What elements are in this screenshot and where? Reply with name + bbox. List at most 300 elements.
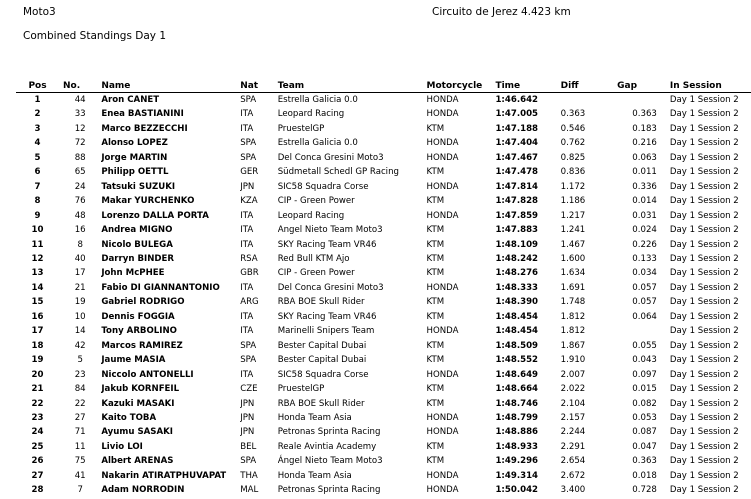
cell-pos: 8: [34, 196, 41, 207]
cell-spacer: [657, 252, 670, 266]
cell-spacer: [657, 368, 670, 382]
cell-session: Day 1 Session 2: [669, 239, 739, 250]
cell-number: 40: [74, 253, 86, 264]
cell-pos: 22: [31, 398, 44, 409]
cell-motorcycle: KTM: [426, 225, 445, 236]
cell-session: Day 1 Session 2: [669, 311, 739, 322]
cell-diff: 0.363: [560, 109, 586, 120]
cell-pos: 1: [34, 95, 41, 105]
cell-spacer: [657, 425, 670, 439]
cell-session: Day 1 Session 2: [669, 181, 739, 192]
cell-pos: 14: [31, 282, 44, 293]
cell-lap-time: 1:46.642: [495, 95, 539, 105]
cell-rider-name: Gabriel RODRIGO: [101, 297, 185, 308]
table-row: [16, 281, 751, 295]
cell-motorcycle: KTM: [426, 441, 445, 452]
cell-number: 76: [74, 196, 86, 207]
cell-rider-name: Enea BASTIANINI: [101, 109, 184, 120]
cell-diff: 1.217: [560, 210, 586, 221]
cell-rider-name: Adam NORRODIN: [101, 485, 185, 496]
cell-motorcycle: HONDA: [426, 152, 459, 163]
cell-nationality: CZE: [240, 384, 258, 395]
cell-team: PruestelGP: [277, 123, 325, 134]
cell-spacer: [657, 122, 670, 136]
cell-lap-time: 1:49.296: [495, 456, 539, 467]
cell-number: 12: [74, 123, 86, 134]
col-header-motorcycle: Motorcycle: [427, 79, 496, 93]
cell-nationality: SPA: [240, 340, 257, 351]
cell-team: RBA BOE Skull Rider: [277, 398, 365, 409]
cell-team: Red Bull KTM Ajo: [277, 253, 350, 264]
cell-number: 71: [74, 427, 86, 438]
cell-lap-time: 1:48.649: [495, 369, 539, 380]
cell-gap: 0.014: [632, 196, 657, 207]
cell-motorcycle: KTM: [426, 398, 445, 409]
cell-gap: 0.363: [632, 109, 657, 120]
cell-session: Day 1 Session 2: [669, 369, 739, 380]
cell-team: Del Conca Gresini Moto3: [277, 152, 384, 163]
table-row: [16, 194, 751, 208]
cell-nationality: KZA: [240, 196, 258, 207]
cell-pos: 2: [34, 109, 41, 120]
cell-nationality: SPA: [240, 95, 257, 105]
cell-team: CIP - Green Power: [277, 196, 355, 207]
cell-motorcycle: KTM: [426, 268, 445, 279]
cell-spacer: [657, 382, 670, 396]
cell-lap-time: 1:48.886: [495, 427, 539, 438]
cell-rider-name: Kaito TOBA: [101, 412, 157, 423]
cell-lap-time: 1:47.404: [495, 138, 539, 149]
cell-diff: 0.546: [560, 123, 586, 134]
cell-session: Day 1 Session 2: [669, 268, 739, 279]
cell-gap: 0.024: [632, 225, 657, 236]
cell-pos: 9: [34, 210, 41, 221]
cell-spacer: [657, 107, 670, 121]
cell-spacer: [657, 151, 670, 165]
cell-spacer: [657, 238, 670, 252]
cell-nationality: ITA: [240, 210, 254, 221]
cell-motorcycle: HONDA: [426, 427, 459, 438]
cell-motorcycle: KTM: [426, 123, 445, 134]
table-row: [16, 93, 751, 108]
cell-team: SIC58 Squadra Corse: [277, 369, 369, 380]
cell-session: Day 1 Session 2: [669, 196, 739, 207]
cell-spacer: [657, 440, 670, 454]
cell-motorcycle: HONDA: [426, 181, 459, 192]
cell-diff: 2.022: [560, 384, 586, 395]
cell-gap: 0.063: [632, 152, 657, 163]
col-header-time: Time: [495, 79, 560, 93]
cell-nationality: ITA: [240, 326, 254, 337]
cell-number: 22: [74, 398, 86, 409]
cell-diff: 2.104: [560, 398, 586, 409]
cell-pos: 25: [31, 441, 44, 452]
cell-diff: 1.241: [560, 225, 586, 236]
cell-gap: [617, 93, 657, 108]
cell-motorcycle: HONDA: [426, 109, 459, 120]
cell-nationality: GBR: [240, 268, 259, 279]
table-row: [16, 107, 751, 121]
cell-number: 48: [74, 210, 86, 221]
cell-gap: 0.043: [632, 355, 657, 366]
cell-rider-name: Ayumu SASAKI: [101, 427, 173, 438]
table-row: [16, 180, 751, 194]
cell-spacer: [657, 266, 670, 280]
cell-pos: 3: [34, 123, 41, 134]
cell-motorcycle: HONDA: [426, 138, 459, 149]
cell-session: Day 1 Session 2: [669, 123, 739, 134]
cell-pos: 13: [31, 268, 44, 279]
cell-team: SKY Racing Team VR46: [277, 239, 377, 250]
cell-spacer: [657, 223, 670, 237]
cell-number: 16: [74, 225, 86, 236]
cell-nationality: ITA: [240, 282, 254, 293]
cell-nationality: JPN: [240, 398, 255, 409]
table-row: [16, 353, 751, 367]
cell-gap: 0.363: [632, 456, 657, 467]
cell-spacer: [657, 353, 670, 367]
cell-spacer: [657, 483, 670, 497]
cell-gap: 0.018: [632, 470, 657, 481]
cell-lap-time: 1:47.005: [495, 109, 539, 120]
standings-subtitle: Combined Standings Day 1: [23, 30, 167, 42]
table-row: [16, 252, 751, 266]
cell-session: Day 1 Session 2: [669, 470, 739, 481]
table-row: [16, 136, 751, 150]
cell-rider-name: Nicolo BULEGA: [101, 239, 173, 250]
table-row: [16, 238, 751, 252]
cell-session: Day 1 Session 2: [669, 412, 739, 423]
cell-lap-time: 1:47.467: [495, 152, 539, 163]
cell-motorcycle: HONDA: [426, 412, 459, 423]
cell-team: Leopard Racing: [277, 109, 345, 120]
cell-nationality: ITA: [240, 225, 254, 236]
cell-rider-name: Marco BEZZECCHI: [101, 123, 188, 134]
cell-session: Day 1 Session 2: [669, 340, 739, 351]
cell-lap-time: 1:48.454: [495, 311, 539, 322]
cell-rider-name: Albert ARENAS: [101, 456, 174, 467]
cell-team: Südmetall Schedl GP Racing: [277, 167, 399, 178]
cell-motorcycle: KTM: [426, 239, 445, 250]
cell-gap: 0.087: [632, 427, 657, 438]
cell-number: 24: [74, 181, 86, 192]
table-row: [16, 339, 751, 353]
cell-motorcycle: KTM: [426, 340, 445, 351]
cell-gap: 0.082: [632, 398, 657, 409]
cell-pos: 27: [31, 470, 44, 481]
table-row: [16, 310, 751, 324]
cell-number: 44: [74, 95, 86, 105]
cell-session: Day 1 Session 2: [669, 138, 739, 149]
cell-rider-name: Fabio DI GIANNANTONIO: [101, 282, 220, 293]
cell-team: Estrella Galicia 0.0: [277, 95, 358, 105]
cell-team: Petronas Sprinta Racing: [277, 427, 381, 438]
cell-diff: 1.600: [560, 253, 586, 264]
cell-pos: 7: [34, 181, 41, 192]
cell-pos: 5: [34, 152, 41, 163]
cell-diff: 1.634: [560, 268, 586, 279]
cell-gap: 0.183: [632, 123, 657, 134]
cell-gap: 0.226: [632, 239, 657, 250]
cell-rider-name: Aron CANET: [101, 95, 160, 105]
cell-team: Bester Capital Dubai: [277, 355, 367, 366]
cell-nationality: SPA: [240, 355, 257, 366]
cell-session: Day 1 Session 2: [669, 282, 739, 293]
cell-lap-time: 1:48.799: [495, 412, 539, 423]
cell-number: 14: [74, 326, 86, 337]
cell-gap: 0.031: [632, 210, 657, 221]
table-header-row: [16, 79, 751, 93]
cell-nationality: THA: [240, 470, 258, 481]
cell-number: 7: [77, 485, 83, 496]
cell-nationality: ITA: [240, 311, 254, 322]
cell-rider-name: Jakub KORNFEIL: [101, 384, 180, 395]
table-row: [16, 382, 751, 396]
cell-diff: 2.654: [560, 456, 586, 467]
cell-gap: 0.728: [632, 485, 657, 496]
cell-pos: 12: [31, 253, 44, 264]
cell-session: Day 1 Session 2: [669, 355, 739, 366]
cell-session: Day 1 Session 2: [669, 485, 739, 496]
cell-session: Day 1 Session 2: [669, 441, 739, 452]
cell-diff: 0.825: [560, 152, 586, 163]
cell-nationality: ARG: [240, 297, 259, 308]
cell-team: Marinelli Snipers Team: [277, 326, 375, 337]
cell-gap: 0.034: [632, 268, 657, 279]
cell-session: Day 1 Session 2: [669, 398, 739, 409]
standings-table: [16, 79, 751, 498]
cell-number: 88: [74, 152, 86, 163]
table-row: [16, 411, 751, 425]
table-row: [16, 454, 751, 468]
cell-motorcycle: HONDA: [426, 282, 459, 293]
cell-lap-time: 1:48.109: [495, 239, 539, 250]
cell-rider-name: Dennis FOGGIA: [101, 311, 175, 322]
cell-lap-time: 1:50.042: [495, 485, 539, 496]
cell-nationality: GER: [240, 167, 259, 178]
cell-motorcycle: KTM: [426, 311, 445, 322]
cell-spacer: [657, 295, 670, 309]
col-header-session: In Session: [670, 79, 751, 93]
cell-gap: 0.011: [632, 167, 657, 178]
cell-rider-name: Tatsuki SUZUKI: [101, 181, 176, 192]
cell-lap-time: 1:47.859: [495, 210, 539, 221]
cell-gap: 0.053: [632, 412, 657, 423]
category-title: Moto3: [23, 6, 56, 18]
cell-diff: 2.007: [560, 369, 586, 380]
cell-number: 42: [74, 340, 86, 351]
cell-pos: 28: [31, 485, 44, 496]
cell-pos: 19: [31, 355, 44, 366]
cell-team: Angel Nieto Team Moto3: [277, 225, 383, 236]
cell-rider-name: Niccolo ANTONELLI: [101, 369, 194, 380]
table-row: [16, 223, 751, 237]
cell-pos: 20: [31, 369, 44, 380]
cell-number: 19: [74, 297, 86, 308]
cell-motorcycle: HONDA: [426, 485, 459, 496]
table-row: [16, 151, 751, 165]
cell-lap-time: 1:48.933: [495, 441, 539, 452]
cell-diff: 1.910: [560, 355, 586, 366]
cell-team: Honda Team Asia: [277, 470, 352, 481]
cell-number: 75: [74, 456, 86, 467]
cell-number: 8: [77, 239, 83, 250]
cell-pos: 11: [31, 239, 44, 250]
cell-nationality: ITA: [240, 369, 254, 380]
cell-spacer: [657, 397, 670, 411]
cell-lap-time: 1:48.276: [495, 268, 539, 279]
cell-nationality: JPN: [240, 427, 255, 438]
cell-diff: 2.672: [560, 470, 586, 481]
cell-number: 72: [74, 138, 86, 149]
cell-team: SIC58 Squadra Corse: [277, 181, 369, 192]
col-header-diff: Diff: [561, 79, 617, 93]
cell-session: Day 1 Session 2: [669, 109, 739, 120]
cell-spacer: [657, 281, 670, 295]
cell-gap: 0.336: [632, 181, 657, 192]
cell-session: Day 1 Session 2: [669, 253, 739, 264]
cell-nationality: ITA: [240, 109, 254, 120]
cell-team: Estrella Galicia 0.0: [277, 138, 358, 149]
cell-motorcycle: KTM: [426, 253, 445, 264]
table-row: [16, 469, 751, 483]
table-row: [16, 295, 751, 309]
cell-number: 11: [74, 441, 86, 452]
cell-team: CIP - Green Power: [277, 268, 355, 279]
cell-spacer: [657, 310, 670, 324]
cell-motorcycle: HONDA: [426, 210, 459, 221]
cell-number: 41: [74, 470, 86, 481]
cell-rider-name: Tony ARBOLINO: [101, 326, 177, 337]
cell-session: Day 1 Session 2: [669, 456, 739, 467]
col-header-nat: Nat: [240, 79, 277, 93]
cell-motorcycle: KTM: [426, 384, 445, 395]
cell-lap-time: 1:48.552: [495, 355, 539, 366]
cell-nationality: BEL: [240, 441, 257, 452]
table-row: [16, 397, 751, 411]
cell-motorcycle: KTM: [426, 297, 445, 308]
cell-motorcycle: HONDA: [426, 470, 459, 481]
cell-session: Day 1 Session 2: [669, 152, 739, 163]
cell-gap: 0.055: [632, 340, 657, 351]
cell-pos: 6: [34, 167, 41, 178]
cell-number: 65: [74, 167, 86, 178]
cell-nationality: ITA: [240, 239, 254, 250]
cell-spacer: [657, 454, 670, 468]
cell-gap: 0.097: [632, 369, 657, 380]
cell-number: 10: [74, 311, 86, 322]
cell-lap-time: 1:47.828: [495, 196, 539, 207]
cell-rider-name: Jorge MARTIN: [101, 152, 168, 163]
cell-rider-name: Lorenzo DALLA PORTA: [101, 210, 209, 221]
cell-lap-time: 1:48.454: [495, 326, 539, 337]
col-header-gap: Gap: [617, 79, 657, 93]
cell-pos: 23: [31, 412, 44, 423]
cell-pos: 21: [31, 384, 44, 395]
cell-lap-time: 1:48.333: [495, 282, 539, 293]
cell-pos: 18: [31, 340, 44, 351]
cell-spacer: [657, 324, 670, 338]
cell-nationality: JPN: [240, 181, 255, 192]
cell-nationality: RSA: [240, 253, 258, 264]
cell-diff: 2.157: [560, 412, 586, 423]
cell-motorcycle: KTM: [426, 167, 445, 178]
cell-nationality: SPA: [240, 456, 257, 467]
cell-pos: 17: [31, 326, 44, 337]
cell-motorcycle: KTM: [426, 355, 445, 366]
cell-rider-name: Livio LOI: [101, 441, 143, 452]
cell-gap: 0.047: [632, 441, 657, 452]
cell-gap: [617, 324, 657, 338]
cell-diff: [561, 93, 617, 108]
cell-lap-time: 1:49.314: [495, 470, 539, 481]
cell-pos: 16: [31, 311, 44, 322]
cell-diff: 1.867: [560, 340, 586, 351]
cell-spacer: [657, 209, 670, 223]
cell-motorcycle: KTM: [426, 456, 445, 467]
cell-lap-time: 1:47.883: [495, 225, 539, 236]
cell-rider-name: Makar YURCHENKO: [101, 196, 195, 207]
cell-rider-name: Philipp OETTL: [101, 167, 169, 178]
cell-session: Day 1 Session 2: [669, 210, 739, 221]
cell-team: Honda Team Asia: [277, 412, 352, 423]
cell-pos: 10: [31, 225, 44, 236]
cell-rider-name: Kazuki MASAKI: [101, 398, 175, 409]
cell-rider-name: Marcos RAMIREZ: [101, 340, 183, 351]
table-row: [16, 440, 751, 454]
table-row: [16, 324, 751, 338]
cell-motorcycle: HONDA: [426, 369, 459, 380]
col-header-team: Team: [278, 79, 427, 93]
cell-number: 33: [74, 109, 86, 120]
col-header-pos: Pos: [16, 79, 59, 93]
cell-diff: 1.467: [560, 239, 586, 250]
cell-nationality: ITA: [240, 123, 254, 134]
cell-lap-time: 1:47.478: [495, 167, 539, 178]
cell-session: Day 1 Session 2: [669, 225, 739, 236]
cell-gap: 0.015: [632, 384, 657, 395]
cell-team: RBA BOE Skull Rider: [277, 297, 365, 308]
cell-diff: 1.812: [560, 326, 586, 337]
cell-nationality: SPA: [240, 138, 257, 149]
circuit-title: Circuito de Jerez 4.423 km: [432, 6, 571, 18]
cell-gap: 0.216: [632, 138, 657, 149]
cell-diff: 3.400: [560, 485, 586, 496]
cell-spacer: [657, 93, 670, 108]
cell-motorcycle: KTM: [426, 196, 445, 207]
cell-rider-name: Nakarin ATIRATPHUVAPAT: [101, 470, 227, 481]
col-header-name: Name: [101, 79, 240, 93]
cell-spacer: [657, 339, 670, 353]
table-row: [16, 368, 751, 382]
cell-number: 27: [74, 412, 86, 423]
cell-diff: 1.812: [560, 311, 586, 322]
cell-rider-name: Darryn BINDER: [101, 253, 175, 264]
cell-number: 23: [74, 369, 86, 380]
cell-number: 5: [77, 355, 83, 366]
cell-pos: 4: [34, 138, 41, 149]
cell-gap: 0.133: [632, 253, 657, 264]
table-row: [16, 425, 751, 439]
cell-gap: 0.057: [632, 282, 657, 293]
col-header-no: No.: [59, 79, 101, 93]
cell-spacer: [657, 194, 670, 208]
cell-team: Bester Capital Dubai: [277, 340, 367, 351]
cell-lap-time: 1:48.242: [495, 253, 539, 264]
cell-session: Day 1 Session 2: [669, 95, 739, 105]
cell-gap: 0.057: [632, 297, 657, 308]
cell-spacer: [657, 411, 670, 425]
